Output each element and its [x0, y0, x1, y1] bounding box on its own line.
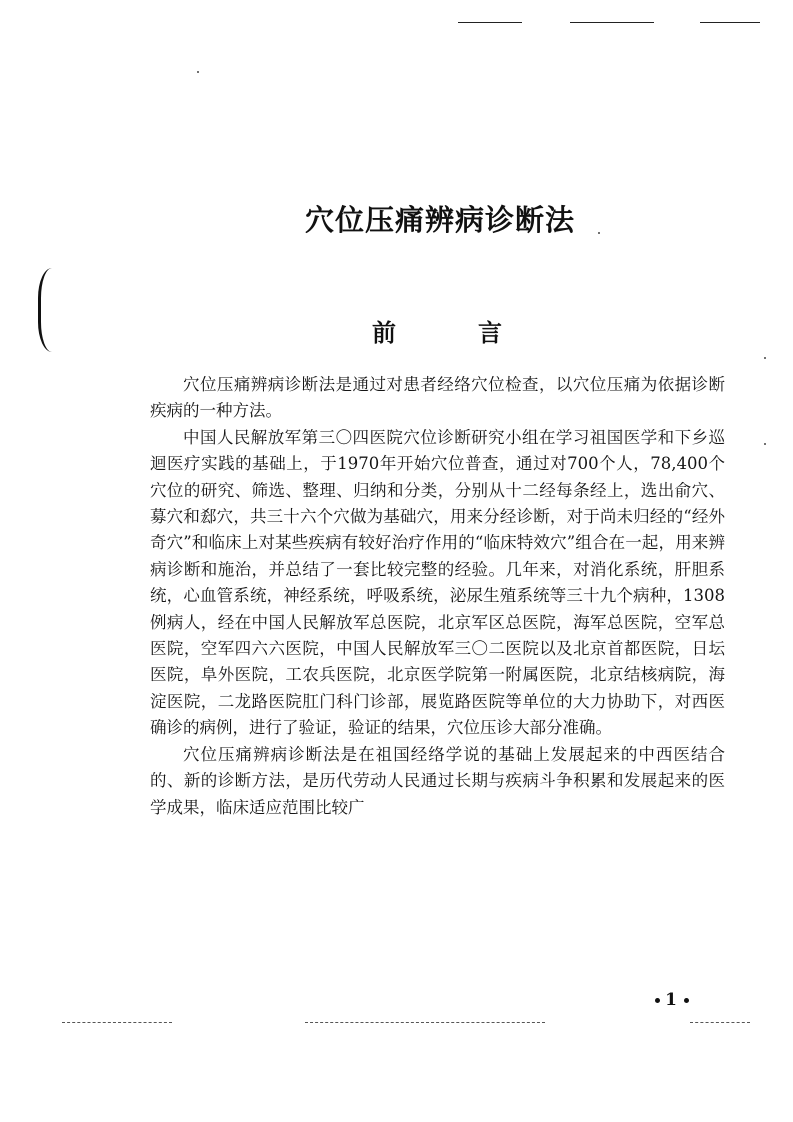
scan-speck — [598, 232, 600, 234]
footer-rule — [62, 1022, 172, 1023]
scan-speck — [764, 357, 766, 359]
page-number-value: 1 — [665, 990, 679, 1010]
header-rule — [570, 22, 654, 23]
bullet-icon — [684, 998, 689, 1003]
body-text — [150, 372, 725, 821]
paragraph: 中国人民解放军第三〇四医院穴位诊断研究小组在学习祖国医学和下乡巡迴医疗实践的基础上，于1970年开始穴位普查，通过对700个人，78,400个穴位的研究、筛选、整理、归纳和分类，分别从十二经每条经上，选出俞穴、募穴和郄穴，共三十六个穴做为基础穴，用来分经诊断，对于尚未归经的“经外奇穴”和临床上对某些疾病有较好治疗作用的“临床特效穴”组合在一起，用来辨病诊断和施治，并总结了一套比较完整的经验。几年来，对消化系统，肝胆系统，心血管系统，神经系统，呼吸系统，泌尿生殖系统等三十九个病种，1308例病人，经在中国人民解放军总医院，北京军区总医院，海军总医院，空军总医院，空军四六六医院，中国人民解放军三〇二医院以及北京首都医院，日坛医院，阜外医院，工农兵医院，北京医学院第一附属医院，北京结核病院，海淀医院，二龙路医院肛门科门诊部，展览路医院等单位的大力协助下，对西医确诊的病例，进行了验证，验证的结果，穴位压诊大部分准确。 — [150, 427, 725, 738]
section-heading-char: 言 — [478, 319, 502, 347]
section-heading-char: 前 — [372, 319, 396, 347]
footer-rule — [690, 1022, 750, 1023]
footer-rule — [305, 1022, 545, 1023]
section-heading — [372, 313, 502, 348]
header-rule — [458, 22, 522, 23]
page-title: 穴位压痛辨病诊断法 — [304, 203, 575, 237]
margin-bracket-mark — [38, 268, 55, 352]
paragraph: 穴位压痛辨病诊断法是在祖国经络学说的基础上发展起来的中西医结合的、新的诊断方法，是历代劳动人民通过长期与疾病斗争积累和发展起来的医学成果，临床适应范围比较广 — [150, 744, 725, 817]
bullet-icon — [655, 998, 660, 1003]
header-rule — [700, 22, 760, 23]
paragraph: 穴位压痛辨病诊断法是通过对患者经络穴位检查，以穴位压痛为依据诊断疾病的一种方法。 — [150, 375, 725, 421]
scan-speck — [764, 443, 766, 445]
scan-speck — [197, 71, 199, 73]
page-number — [632, 990, 712, 1010]
